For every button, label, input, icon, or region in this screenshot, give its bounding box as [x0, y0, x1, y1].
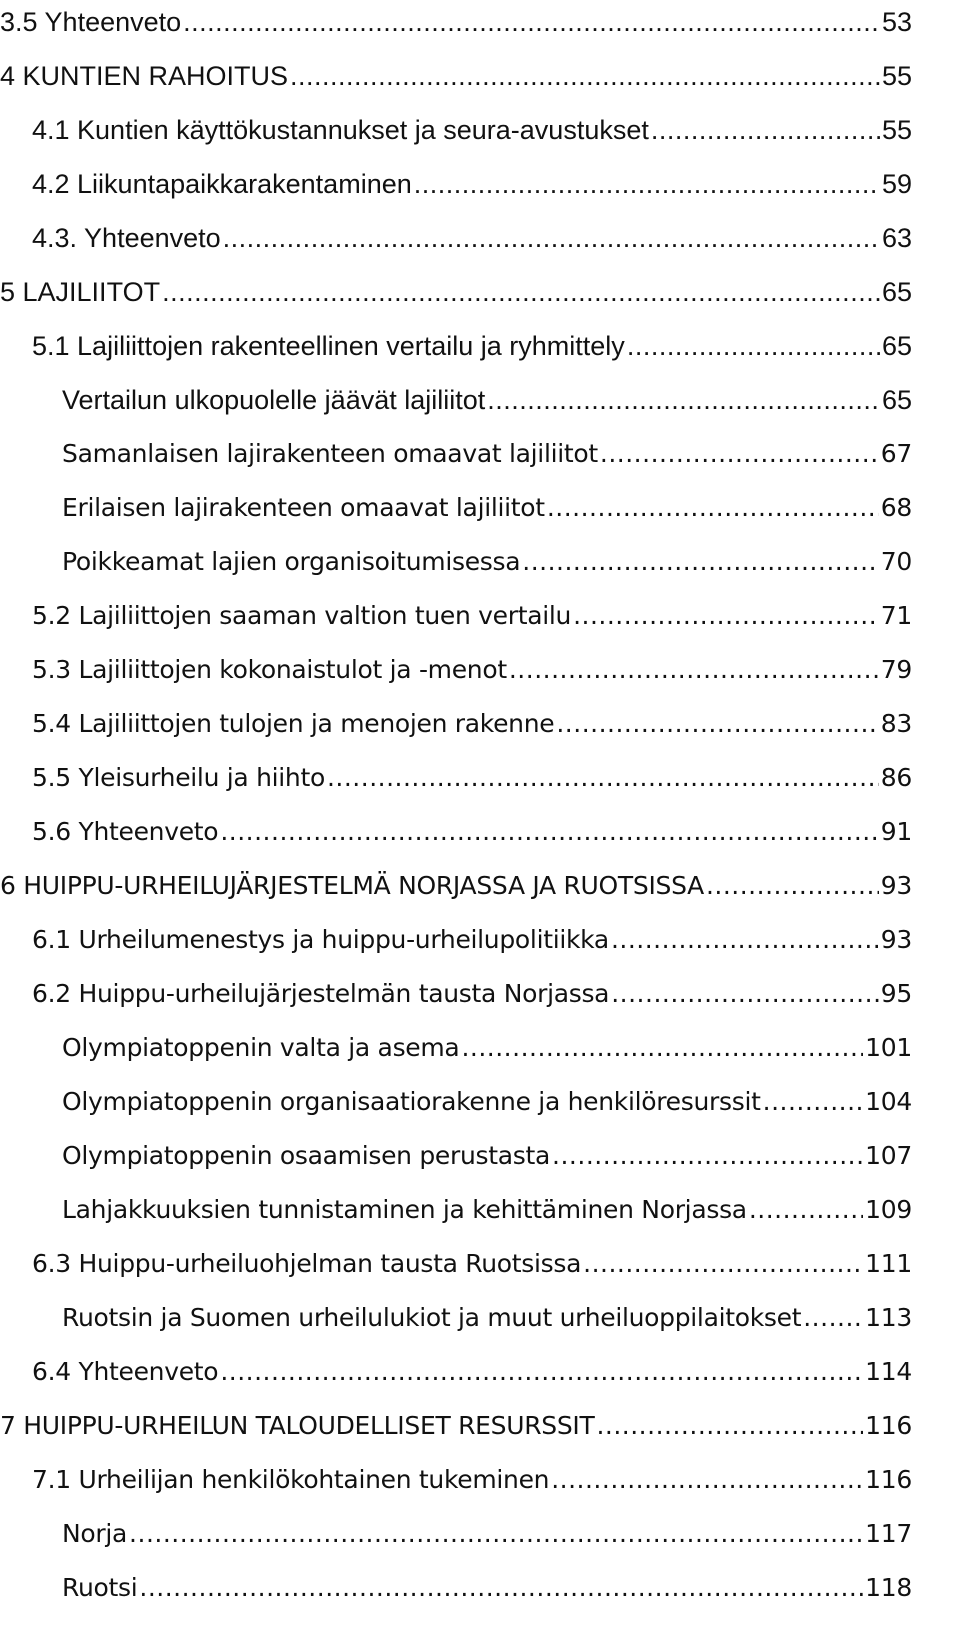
toc-entry[interactable] [32, 972, 912, 1016]
toc-entry[interactable] [32, 918, 912, 962]
leader-dots [803, 1296, 863, 1340]
toc-entry-label: Vertailun ulkopuolelle jäävät lajiliitot [62, 385, 486, 415]
toc-entry[interactable] [62, 540, 912, 584]
toc-entry-page: 65 [881, 331, 912, 361]
toc-entry-page: 65 [881, 277, 912, 307]
toc-entry-page: 93 [880, 925, 912, 954]
toc-entry-label: 6.2 Huippu-urheilujärjestelmän tausta Norjassa [32, 979, 610, 1008]
toc-entry-page: 117 [865, 1519, 912, 1548]
toc-entry-page: 65 [881, 385, 912, 415]
toc-entry[interactable] [62, 1188, 912, 1232]
toc-entry[interactable] [0, 270, 912, 314]
toc-entry-page: 107 [865, 1141, 912, 1170]
toc-entry-page: 111 [865, 1249, 912, 1278]
toc-entry[interactable] [32, 108, 912, 152]
toc-entry[interactable] [32, 702, 912, 746]
toc-entry[interactable] [0, 864, 912, 908]
toc-entry-page: 116 [865, 1465, 912, 1494]
leader-dots [551, 1458, 863, 1502]
toc-entry-page: 116 [865, 1411, 912, 1440]
toc-entry-page: 63 [881, 223, 912, 253]
toc-entry-label: 4 KUNTIEN RAHOITUS [0, 61, 289, 91]
leader-dots [583, 1242, 863, 1286]
toc-entry[interactable] [32, 324, 912, 368]
toc-entry-label: Olympiatoppenin valta ja asema [62, 1033, 460, 1062]
toc-entry[interactable] [62, 432, 912, 476]
leader-dots [290, 54, 880, 98]
toc-entry-page: 70 [880, 547, 912, 576]
toc-entry-page: 59 [881, 169, 912, 199]
toc-entry[interactable] [62, 1296, 912, 1340]
leader-dots [509, 648, 879, 692]
toc-entry[interactable] [32, 1350, 912, 1394]
toc-entry[interactable] [0, 54, 912, 98]
leader-dots [552, 1134, 863, 1178]
leader-dots [220, 810, 878, 854]
toc-entry[interactable] [32, 648, 912, 692]
toc-entry-label: Ruotsi [62, 1573, 138, 1602]
toc-entry-label: 5.4 Lajiliittojen tulojen ja menojen rakenne [32, 709, 555, 738]
toc-entry-page: 104 [865, 1087, 912, 1116]
toc-entry-page: 55 [881, 61, 912, 91]
toc-entry-page: 91 [880, 817, 912, 846]
leader-dots [414, 162, 880, 206]
toc-entry[interactable] [0, 0, 912, 44]
leader-dots [327, 756, 879, 800]
toc-entry[interactable] [62, 1566, 912, 1610]
toc-entry-label: 7 HUIPPU-URHEILUN TALOUDELLISET RESURSSIT [0, 1411, 595, 1440]
toc-entry[interactable] [62, 486, 912, 530]
toc-entry-label: Olympiatoppenin organisaatiorakenne ja henkilöresurssit [62, 1087, 761, 1116]
toc-entry-label: 5.3 Lajiliittojen kokonaistulot ja -menot [32, 655, 507, 684]
toc-entry-label: 7.1 Urheilijan henkilökohtainen tukeminen [32, 1465, 550, 1494]
leader-dots [487, 378, 880, 422]
leader-dots [220, 1350, 863, 1394]
leader-dots [522, 540, 879, 584]
toc-entry-page: 113 [865, 1303, 912, 1332]
leader-dots [556, 702, 878, 746]
toc-entry[interactable] [62, 1512, 912, 1556]
leader-dots [611, 918, 879, 962]
toc-entry[interactable] [62, 1026, 912, 1070]
toc-entry-page: 95 [880, 979, 912, 1008]
toc-entry-label: 4.2 Liikuntapaikkarakentaminen [32, 169, 412, 199]
toc-entry-label: Poikkeamat lajien organisoitumisessa [62, 547, 521, 576]
toc-entry[interactable] [32, 1458, 912, 1502]
leader-dots [611, 972, 879, 1016]
toc-entry[interactable] [0, 1404, 912, 1448]
toc-entry-page: 68 [880, 493, 912, 522]
toc-entry-label: 6 HUIPPU-URHEILUJÄRJESTELMÄ NORJASSA JA RUOTSISSA [0, 871, 704, 900]
toc-entry-label: 6.1 Urheilumenestys ja huippu-urheilupolitiikka [32, 925, 609, 954]
leader-dots [651, 108, 880, 152]
toc-entry-page: 79 [880, 655, 912, 684]
leader-dots [627, 324, 880, 368]
toc-entry-page: 83 [880, 709, 912, 738]
leader-dots [139, 1566, 863, 1610]
toc-entry-page: 109 [865, 1195, 912, 1224]
leader-dots [183, 0, 880, 44]
leader-dots [129, 1512, 863, 1556]
leader-dots [749, 1188, 863, 1232]
toc-entry[interactable] [62, 1080, 912, 1124]
toc-entry-label: Erilaisen lajirakenteen omaavat lajiliitot [62, 493, 545, 522]
toc-entry-label: 6.3 Huippu-urheiluohjelman tausta Ruotsissa [32, 1249, 582, 1278]
leader-dots [573, 594, 879, 638]
toc-entry[interactable] [32, 1242, 912, 1286]
toc-entry-page: 86 [880, 763, 912, 792]
toc-entry[interactable] [32, 216, 912, 260]
toc-entry[interactable] [32, 756, 912, 800]
leader-dots [461, 1026, 863, 1070]
toc-entry-label: Norja [62, 1519, 128, 1548]
toc-entry-label: 5.1 Lajiliittojen rakenteellinen vertailu ja ryhmittely [32, 331, 625, 361]
toc-entry-label: Lahjakkuuksien tunnistaminen ja kehittäminen Norjassa [62, 1195, 747, 1224]
toc-entry-page: 67 [880, 439, 912, 468]
toc-entry-label: 5.5 Yleisurheilu ja hiihto [32, 763, 325, 792]
toc-entry-label: 6.4 Yhteenveto [32, 1357, 219, 1386]
leader-dots [223, 216, 880, 260]
toc-entry-page: 93 [880, 871, 912, 900]
toc-entry-label: 4.3. Yhteenveto [32, 223, 221, 253]
leader-dots [600, 432, 879, 476]
toc-entry[interactable] [62, 1134, 912, 1178]
toc-entry-label: Ruotsin ja Suomen urheilulukiot ja muut urheiluoppilaitokset [62, 1303, 802, 1332]
toc-entry-label: Olympiatoppenin osaamisen perustasta [62, 1141, 551, 1170]
toc-entry-page: 101 [865, 1033, 912, 1062]
leader-dots [162, 270, 880, 314]
toc-entry-label: Samanlaisen lajirakenteen omaavat lajiliitot [62, 439, 598, 468]
leader-dots [763, 1080, 864, 1124]
leader-dots [706, 864, 879, 908]
toc-entry-label: 5.6 Yhteenveto [32, 817, 219, 846]
toc-entry-page: 114 [865, 1357, 912, 1386]
toc-entry-page: 71 [880, 601, 912, 630]
toc-entry-page: 118 [865, 1573, 912, 1602]
toc-entry[interactable] [32, 162, 912, 206]
toc-entry-page: 53 [881, 7, 912, 37]
toc-entry[interactable] [62, 378, 912, 422]
toc-entry-page: 55 [881, 115, 912, 145]
toc-entry[interactable] [32, 594, 912, 638]
leader-dots [596, 1404, 863, 1448]
leader-dots [547, 486, 879, 530]
toc-entry-label: 4.1 Kuntien käyttökustannukset ja seura-avustukset [32, 115, 649, 145]
toc-entry-label: 5 LAJILIITOT [0, 277, 161, 307]
toc-entry-label: 5.2 Lajiliittojen saaman valtion tuen vertailu [32, 601, 572, 630]
toc-entry[interactable] [32, 810, 912, 854]
toc-entry-label: 3.5 Yhteenveto [0, 7, 182, 37]
